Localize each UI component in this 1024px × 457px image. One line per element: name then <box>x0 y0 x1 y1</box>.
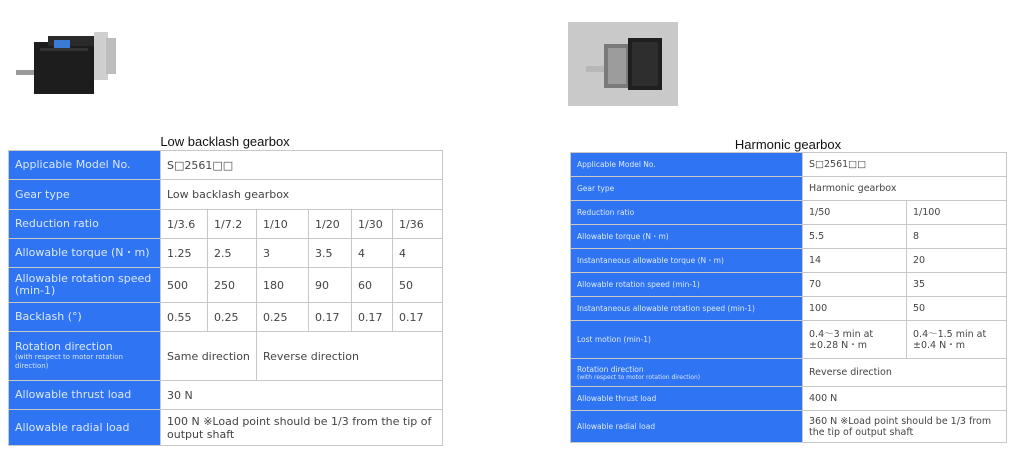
cell: Same direction <box>161 332 257 381</box>
row-label: Applicable Model No. <box>571 153 803 177</box>
cell: Reverse direction <box>803 359 1007 387</box>
low-backlash-motor-photo <box>10 18 135 108</box>
harmonic-motor-photo <box>568 22 678 106</box>
cell: 1/20 <box>309 210 352 239</box>
row-label: Applicable Model No. <box>9 151 161 180</box>
cell: 1/100 <box>907 201 1007 225</box>
table-row <box>571 387 1007 411</box>
cell: 100 N ※Load point should be 1/3 from the tip of output shaft <box>161 410 443 446</box>
cell: 4 <box>393 239 443 268</box>
cell: 60 <box>352 268 393 303</box>
cell: 250 <box>208 268 257 303</box>
cell: 0.17 <box>352 303 393 332</box>
row-label: Backlash (°) <box>9 303 161 332</box>
harmonic-spec-table <box>570 152 1007 443</box>
row-label: Allowable radial load <box>571 411 803 443</box>
row-label-text: Rotation direction <box>577 364 644 374</box>
cell: 8 <box>907 225 1007 249</box>
cell: 70 <box>803 273 907 297</box>
cell: 0.4～1.5 min at ±0.4 N・m <box>907 321 1007 359</box>
cell: Reverse direction <box>257 332 443 381</box>
table-row <box>9 268 443 303</box>
cell: 0.17 <box>393 303 443 332</box>
cell: 0.4～3 min at ±0.28 N・m <box>803 321 907 359</box>
table-row <box>571 225 1007 249</box>
table-row <box>571 359 1007 387</box>
table-row <box>571 249 1007 273</box>
cell: S□2561□□ <box>161 151 443 180</box>
row-label: Allowable torque (N・m) <box>571 225 803 249</box>
row-label: Gear type <box>571 177 803 201</box>
cell: 0.25 <box>257 303 309 332</box>
cell: Harmonic gearbox <box>803 177 1007 201</box>
cell: 500 <box>161 268 208 303</box>
row-label: Gear type <box>9 180 161 210</box>
cell: 2.5 <box>208 239 257 268</box>
cell: 0.55 <box>161 303 208 332</box>
cell: 1/3.6 <box>161 210 208 239</box>
cell: 20 <box>907 249 1007 273</box>
row-label: Instantaneous allowable rotation speed (min-1) <box>571 297 803 321</box>
cell: 1.25 <box>161 239 208 268</box>
row-label: Allowable rotation speed (min-1) <box>9 268 161 303</box>
row-label <box>9 332 161 381</box>
row-label: Allowable rotation speed (min-1) <box>571 273 803 297</box>
cell: 100 <box>803 297 907 321</box>
cell: 1/30 <box>352 210 393 239</box>
cell: 1/50 <box>803 201 907 225</box>
cell: 1/7.2 <box>208 210 257 239</box>
cell: 50 <box>907 297 1007 321</box>
cell: 35 <box>907 273 1007 297</box>
cell: 0.25 <box>208 303 257 332</box>
cell: S□2561□□ <box>803 153 1007 177</box>
row-label-note: (with respect to motor rotation direction) <box>15 353 123 370</box>
harmonic-caption: Harmonic gearbox <box>734 137 842 152</box>
cell: 5.5 <box>803 225 907 249</box>
row-label-note: (with respect to motor rotation direction) <box>577 373 701 381</box>
cell: 90 <box>309 268 352 303</box>
row-label: Instantaneous allowable torque (N・m) <box>571 249 803 273</box>
table-row <box>9 410 443 446</box>
cell: 3 <box>257 239 309 268</box>
cell: 0.17 <box>309 303 352 332</box>
cell: 360 N ※Load point should be 1/3 from the tip of output shaft <box>803 411 1007 443</box>
table-row <box>571 201 1007 225</box>
cell: 180 <box>257 268 309 303</box>
row-label: Allowable torque (N・m) <box>9 239 161 268</box>
cell: 4 <box>352 239 393 268</box>
table-row <box>571 273 1007 297</box>
row-label: Reduction ratio <box>9 210 161 239</box>
low-backlash-caption: Low backlash gearbox <box>160 134 290 149</box>
cell: 1/10 <box>257 210 309 239</box>
table-row <box>9 332 443 381</box>
cell: 50 <box>393 268 443 303</box>
table-row <box>571 297 1007 321</box>
table-row <box>571 321 1007 359</box>
row-label: Lost motion (min-1) <box>571 321 803 359</box>
cell: 3.5 <box>309 239 352 268</box>
table-row <box>9 239 443 268</box>
row-label <box>571 359 803 387</box>
row-label: Allowable radial load <box>9 410 161 446</box>
row-label: Reduction ratio <box>571 201 803 225</box>
row-label-text: Rotation direction <box>15 340 113 353</box>
cell: 1/36 <box>393 210 443 239</box>
cell: 30 N <box>161 381 443 410</box>
cell: 14 <box>803 249 907 273</box>
table-row <box>9 303 443 332</box>
table-row <box>9 210 443 239</box>
table-row <box>571 177 1007 201</box>
table-row <box>9 180 443 210</box>
cell: Low backlash gearbox <box>161 180 443 210</box>
cell: 400 N <box>803 387 1007 411</box>
row-label: Allowable thrust load <box>571 387 803 411</box>
table-row <box>571 411 1007 443</box>
table-row <box>9 151 443 180</box>
row-label: Allowable thrust load <box>9 381 161 410</box>
low-backlash-spec-table <box>8 150 443 446</box>
table-row <box>571 153 1007 177</box>
table-row <box>9 381 443 410</box>
